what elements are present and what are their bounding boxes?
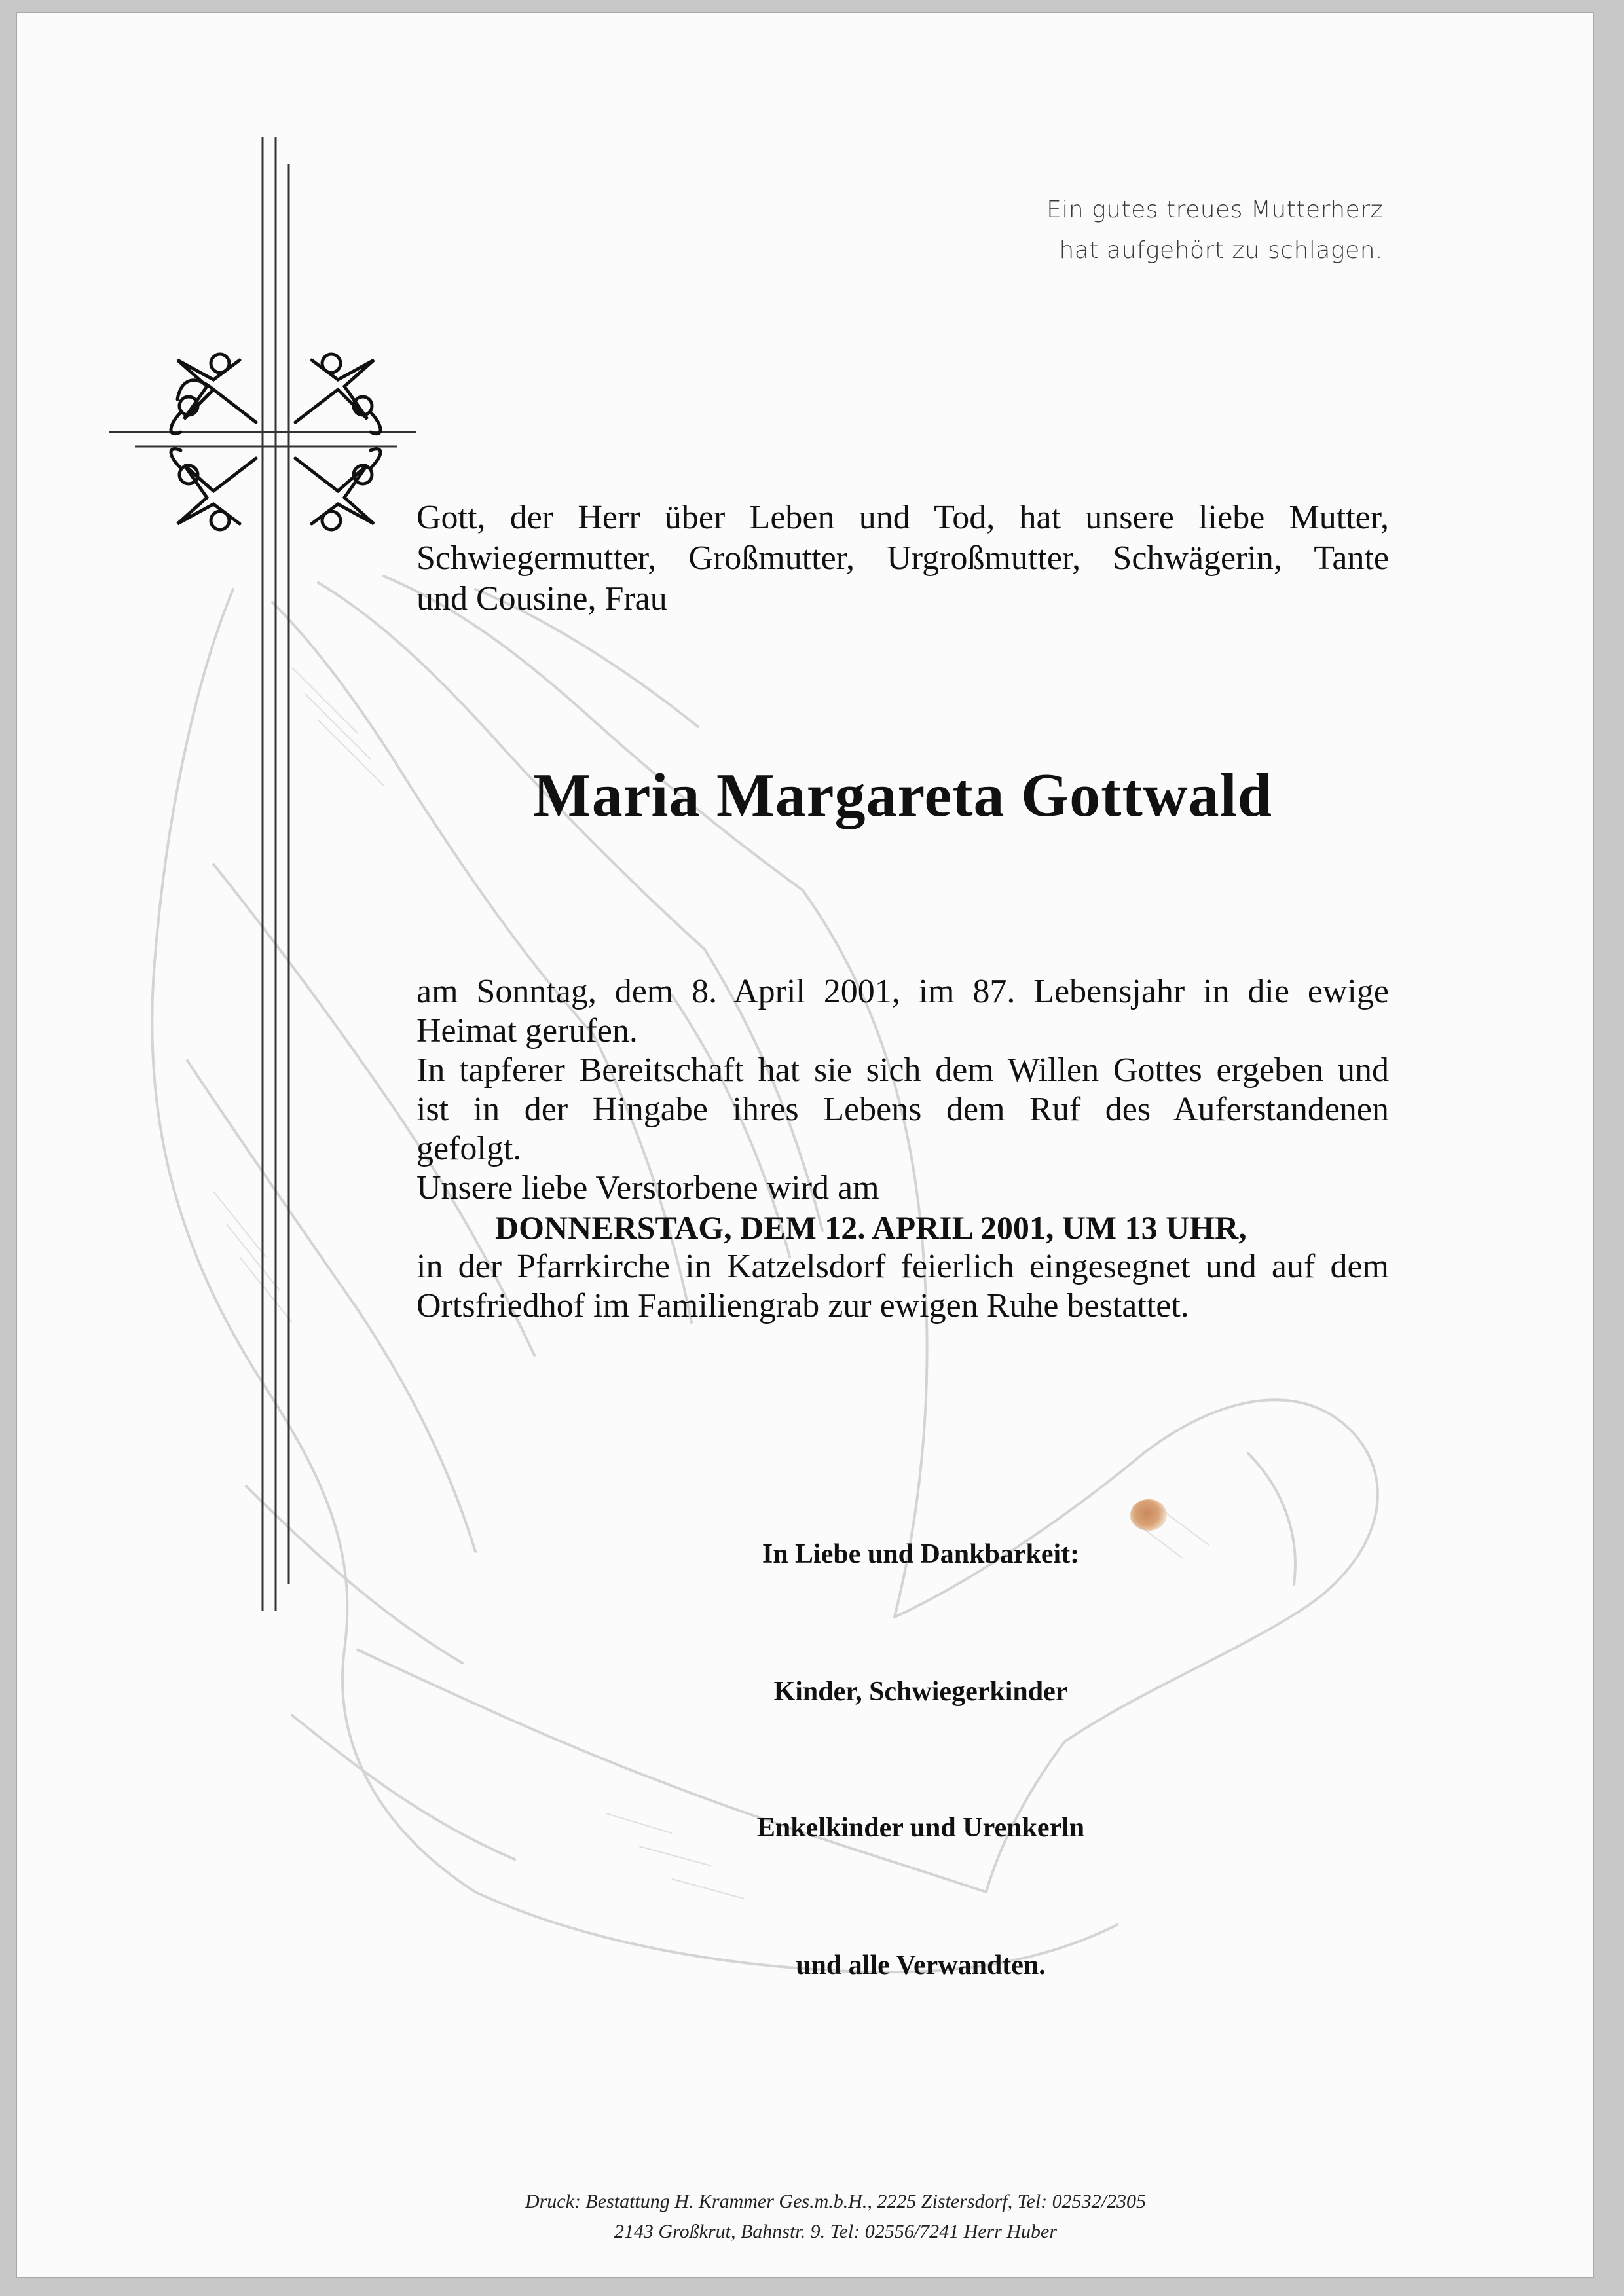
signature-heading: In Liebe und Dankbarkeit: [762, 1539, 1080, 1569]
body-line: In tapferer Bereitschaft hat sie sich dem Willen Gottes ergeben und [416, 1051, 1389, 1089]
footer-line: 2143 Großkrut, Bahnstr. 9. Tel: 02556/7241 Herr Huber [614, 2221, 1058, 2242]
intro-paragraph [416, 498, 1389, 619]
body-line: ist in der Hingabe ihres Lebens dem Ruf des Auferstandenen [416, 1091, 1389, 1128]
body-line: am Sonntag, dem 8. April 2001, im 87. Lebensjahr in die ewige [416, 973, 1389, 1010]
intro-line: und Cousine, Frau [416, 580, 667, 617]
motto-verse [925, 190, 1383, 271]
motto-line: hat aufgehört zu schlagen. [1059, 237, 1383, 264]
signature-group: und alle Verwandten. [796, 1950, 1046, 1980]
footer-line: Druck: Bestattung H. Krammer Ges.m.b.H., 2225 Zistersdorf, Tel: 02532/2305 [525, 2191, 1147, 2212]
printer-footer [410, 2187, 1261, 2247]
motto-line: Ein gutes treues Mutterherz [1046, 196, 1383, 223]
body-line: gefolgt. [416, 1130, 522, 1167]
deceased-name: Maria Margareta Gottwald [532, 761, 1273, 829]
intro-line: Gott, der Herr über Leben und Tod, hat unsere liebe Mutter, [416, 499, 1389, 536]
body-line: Ortsfriedhof im Familiengrab zur ewigen Ruhe bestattet. [416, 1287, 1189, 1324]
signature-group: Enkelkinder und Urenkerln [756, 1813, 1085, 1843]
intro-line: Schwiegermutter, Großmutter, Urgroßmutter, Schwägerin, Tante [416, 539, 1389, 577]
announcement-body [416, 972, 1389, 1326]
body-line: Unsere liebe Verstorbene wird am [416, 1169, 879, 1207]
cross-ornament-icon [17, 13, 475, 1624]
body-line: in der Pfarrkirche in Katzelsdorf feierlich eingesegnet und auf dem [416, 1248, 1389, 1285]
body-line: Heimat gerufen. [416, 1012, 638, 1049]
paper-stain [1130, 1499, 1167, 1531]
signature-group: Kinder, Schwiegerkinder [773, 1677, 1068, 1707]
funeral-date: DONNERSTAG, DEM 12. APRIL 2001, UM 13 UHR, [495, 1209, 1247, 1246]
obituary-page [16, 12, 1594, 2278]
